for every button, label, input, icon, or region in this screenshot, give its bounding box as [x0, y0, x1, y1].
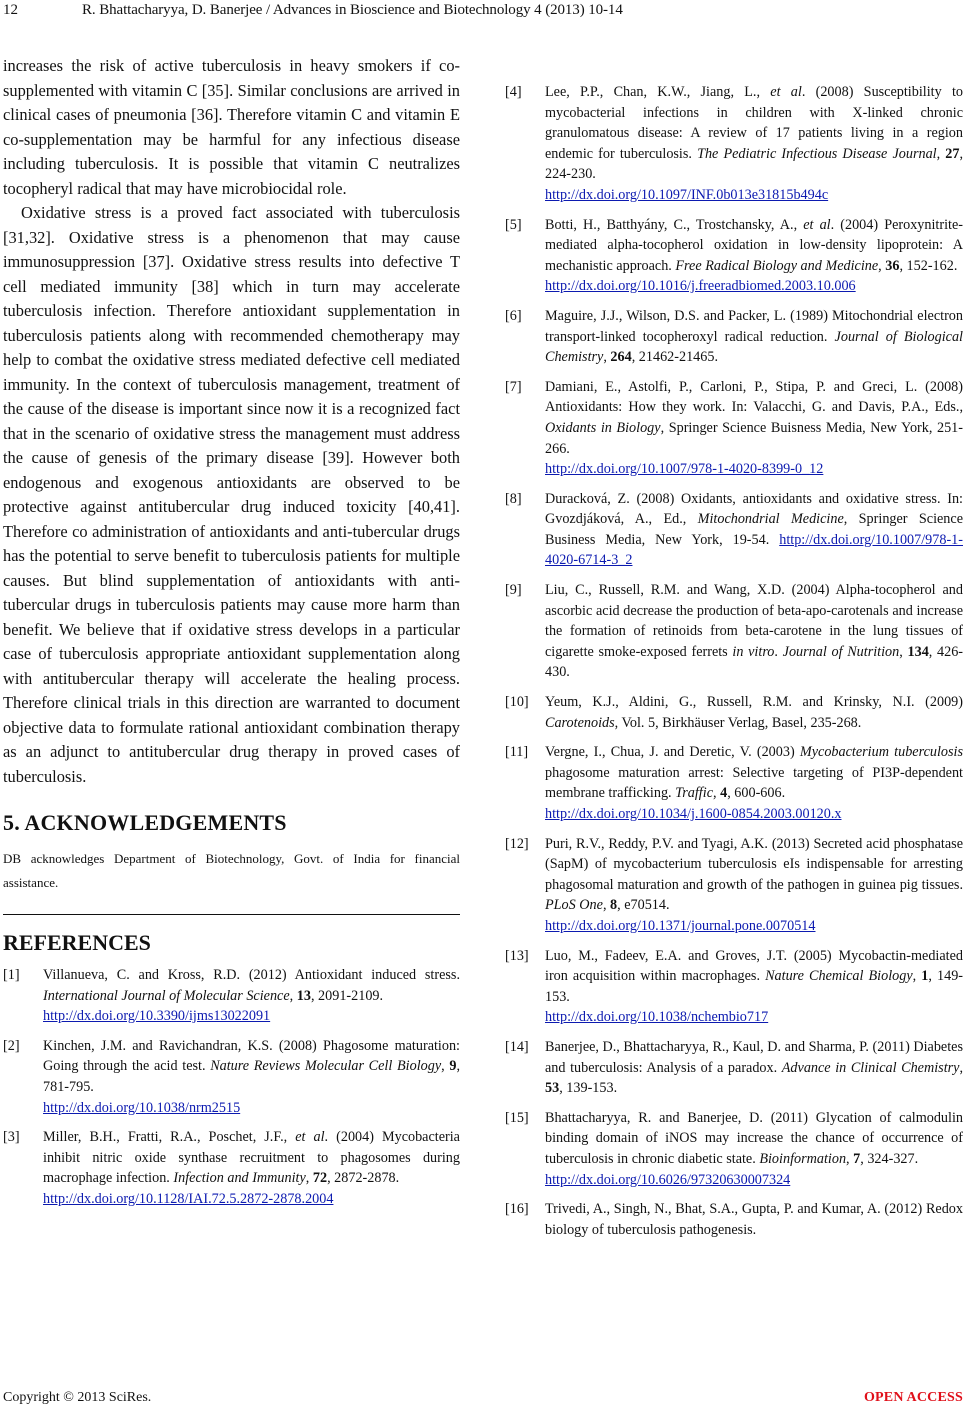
reference-text: Villanueva, C. and Kross, R.D. (2012) Antioxidant induced stress. International Journal of Molecular Science, 13, 2091-2109. http://dx.doi.org/10.3390/ijms13022091 — [43, 967, 460, 1027]
reference-text: Luo, M., Fadeev, E.A. and Groves, J.T. (2005) Mycobactin-mediated iron acquisition within macrophages. Nature Chemical Biology, 1, 149-153. http://dx.doi.org/10.1038/nchembio717 — [545, 948, 963, 1028]
reference-number: [8] — [505, 490, 522, 507]
doi-link[interactable]: http://dx.doi.org/10.1007/978-1-4020-8399-0_12 — [545, 461, 824, 478]
reference-item — [3, 965, 460, 1027]
reference-text: Miller, B.H., Fratti, R.A., Poschet, J.F., et al. (2004) Mycobacteria inhibit nitric oxide synthase recruitment to phagosomes during macrophage infection. Infection and Immunity, 72, 2872-2878. http://dx.doi.org/10.1128/IAI.72.5.2872-2878.2004 — [43, 1129, 460, 1209]
journal-title: Carotenoids — [545, 714, 615, 731]
et-al: et al — [803, 216, 831, 233]
acknowledgements-text: DB acknowledges Department of Biotechnology, Govt. of India for financial assistance. — [3, 851, 460, 890]
reference-item — [505, 834, 963, 937]
reference-number: [5] — [505, 216, 522, 233]
volume-number: 13 — [296, 987, 311, 1004]
doi-link[interactable]: http://dx.doi.org/10.1038/nrm2515 — [43, 1099, 241, 1116]
reference-number: [14] — [505, 1038, 529, 1055]
reference-item — [505, 489, 963, 571]
reference-number: [11] — [505, 744, 529, 761]
journal-title: Journal of Nutrition — [782, 643, 900, 660]
reference-text: Banerjee, D., Bhattacharyya, R., Kaul, D. and Sharma, P. (2011) Diabetes and tuberculosis: Analysis of a paradox. Advance in Clinical Chemistry, 53, 139-153. — [545, 1038, 963, 1097]
body-paragraph: increases the risk of active tuberculosis in heavy smokers if co-supplemented with vitamin C [35]. Similar conclusions are arrived in clinical cases of pneumonia [36]. Therefore vitamin C and vitamin E co-supplementation may be harmful for any infectious disease including tuberculosis. It is possible that vitamin C neutralizes tocopheryl radical that may have microbiocidal role. — [3, 56, 460, 198]
reference-item — [505, 1108, 963, 1190]
reference-item — [3, 1127, 460, 1209]
reference-item — [505, 1037, 963, 1099]
reference-number: [13] — [505, 947, 529, 964]
reference-text: Liu, C., Russell, R.M. and Wang, X.D. (2004) Alpha-tocopherol and ascorbic acid decrease the production of beta-apo-carotenals and increase the formation of retinoids from beta-carotene in the lung tissues of cigarette smoke-exposed ferrets in vitro. Journal of Nutrition, 134, 426-430. — [545, 582, 964, 681]
reference-number: [2] — [3, 1037, 20, 1054]
reference-number: [3] — [3, 1129, 20, 1146]
reference-number: [9] — [505, 582, 522, 599]
reference-text: Kinchen, J.M. and Ravichandran, K.S. (2008) Phagosome maturation: Going through the acid test. Nature Reviews Molecular Cell Biology, 9, 781-795. http://dx.doi.org/10.1038/nrm2515 — [43, 1038, 460, 1118]
page-number: 12 — [3, 2, 18, 18]
open-access-badge: OPEN ACCESS — [863, 1390, 963, 1405]
reference-item — [505, 82, 963, 206]
reference-number: [7] — [505, 378, 522, 395]
doi-link[interactable]: http://dx.doi.org/10.1007/978-1-4020-6714-3_2 — [545, 531, 963, 569]
journal-title: Free Radical Biology and Medicine — [675, 257, 879, 274]
journal-title: Journal of Biological Chemistry — [545, 328, 963, 366]
references-heading: REFERENCES — [3, 930, 151, 955]
volume-number: 134 — [907, 643, 929, 660]
doi-link[interactable]: http://dx.doi.org/10.1016/j.freeradbiomed.2003.10.006 — [545, 278, 856, 295]
body-paragraph: Oxidative stress is a proved fact associated with tuberculosis [31,32]. Oxidative stress is a phenomenon that may cause immunosuppression [37]. Oxidative stress results into defective T cell mediated immunity [38] which in turn may accelerate tuberculosis infection. Therefore antioxidant supplementation in tuberculosis patients along with recommended chemotherapy may help to combat the oxidative stress mediated defective cell mediated immunity. In the context of tuberculosis management, treatment of the cause of the disease is important since now it is a recognized fact that in the scenario of oxidative stress the management must address the cause of genesis of the primary disease [39]. However both endogenous and exogenous antioxidants are observed to be protective against antitubercular drug induced toxicity [40,41]. Therefore co administration of antioxidants and anti-tubercular drugs has the potential to serve benefit to tuberculosis patients for multiple causes. But blind supplementation of antioxidants with anti-tubercular drugs in tuberculosis patients may cause more harm than benefit. We believe that if oxidative stress develops in a particular case of tuberculosis appropriate antioxidant supplementation along with antitubercular therapy will accelerate the healing process. Therefore clinical trials in this direction are warranted to document objective data to formulate rational antioxidant combination therapy as an adjunct to antitubercular drug therapy in proved cases of tuberculosis. — [3, 203, 460, 786]
journal-title: Nature Chemical Biology — [765, 968, 913, 985]
italic-phrase: Mycobacterium tuberculosis — [799, 744, 963, 761]
volume-number: 264 — [610, 349, 632, 366]
reference-list-right — [505, 82, 963, 1240]
reference-text: Botti, H., Batthyány, C., Trostchansky, A., et al. (2004) Peroxynitrite-mediated alpha-tocopherol oxidation in low-density lipoprotein: A mechanistic approach. Free Radical Biology and Medicine, 36, 152-162. http://dx.doi.org/10.1016/j.freeradbiomed.2003.10.006 — [545, 217, 963, 297]
volume-number: 7 — [853, 1150, 861, 1167]
reference-text: Trivedi, A., Singh, N., Bhat, S.A., Gupta, P. and Kumar, A. (2012) Redox biology of tuberculosis pathogenesis. — [545, 1201, 963, 1238]
reference-number: [12] — [505, 835, 529, 852]
reference-item — [505, 377, 963, 480]
doi-link[interactable]: http://dx.doi.org/10.1371/journal.pone.0070514 — [545, 917, 816, 934]
reference-number: [4] — [505, 84, 522, 100]
et-al: et al — [770, 84, 802, 100]
volume-number: 1 — [921, 968, 929, 985]
reference-number: [16] — [505, 1201, 529, 1218]
reference-item — [505, 306, 963, 368]
reference-number: [6] — [505, 307, 522, 324]
reference-list-left — [3, 965, 460, 1210]
journal-title: International Journal of Molecular Science — [43, 987, 290, 1004]
divider — [3, 914, 460, 915]
reference-text: Vergne, I., Chua, J. and Deretic, V. (2003) Mycobacterium tuberculosis phagosome maturation arrest: Selective targeting of PI3P-dependent membrane trafficking. Traffic, 4, 600-606. http://dx.doi.org/10.1034/j.1600-0854.2003.00120.x — [545, 744, 963, 824]
journal-title: Traffic — [675, 785, 713, 802]
italic-phrase: in vitro — [732, 643, 775, 660]
volume-number: 9 — [449, 1058, 457, 1075]
reference-item — [505, 692, 963, 733]
volume-number: 8 — [610, 897, 618, 914]
doi-link[interactable]: http://dx.doi.org/10.6026/97320630007324 — [545, 1171, 791, 1188]
reference-item — [505, 580, 963, 683]
reference-item — [3, 1036, 460, 1118]
volume-number: 27 — [945, 145, 960, 162]
page-header — [0, 0, 967, 22]
reference-item — [505, 1199, 963, 1240]
journal-title: Oxidants in Biology — [545, 419, 661, 436]
reference-text: Lee, P.P., Chan, K.W., Jiang, L., et al. (2008) Susceptibility to mycobacterial infections in children with X-linked chronic granulomatous disease: A review of 17 patients living in a region endemic for tuberculosis. The Pediatric Infectious Disease Journal, 27, 224-230. http://dx.doi.org/10.1097/INF.0b013e31815b494c — [545, 84, 963, 206]
doi-link[interactable]: http://dx.doi.org/10.3390/ijms13022091 — [43, 1008, 271, 1025]
copyright-notice: Copyright © 2013 SciRes. — [3, 1390, 152, 1405]
section-heading-acknowledgements: 5. ACKNOWLEDGEMENTS — [3, 810, 287, 835]
journal-title: The Pediatric Infectious Disease Journal — [697, 145, 937, 162]
et-al: et al — [295, 1129, 325, 1146]
journal-title: Nature Reviews Molecular Cell Biology — [210, 1058, 442, 1075]
doi-link[interactable]: http://dx.doi.org/10.1034/j.1600-0854.2003.00120.x — [545, 806, 842, 822]
reference-text: Yeum, K.J., Aldini, G., Russell, R.M. and Krinsky, N.I. (2009) Carotenoids, Vol. 5, Birkhäuser Verlag, Basel, 235-268. — [545, 694, 963, 731]
journal-title: Bioinformation — [759, 1150, 847, 1167]
journal-title: Infection and Immunity — [173, 1170, 306, 1187]
reference-item — [505, 742, 963, 824]
reference-text: Puri, R.V., Reddy, P.V. and Tyagi, A.K. (2013) Secreted acid phosphatase (SapM) of mycobacterium tuberculosis eIs indispensable for arresting phagosomal maturation and growth of the pathogen in guinea pig tissues. PLoS One, 8, e70514. http://dx.doi.org/10.1371/journal.pone.0070514 — [545, 836, 963, 937]
doi-link[interactable]: http://dx.doi.org/10.1097/INF.0b013e31815b494c — [545, 186, 829, 203]
journal-title: Advance in Clinical Chemistry — [781, 1059, 960, 1076]
volume-number: 53 — [545, 1080, 560, 1097]
reference-text: Duracková, Z. (2008) Oxidants, antioxidants and oxidative stress. In: Gvozdjáková, A., Ed., Mitochondrial Medicine, Springer Science Business Media, New York, 19-54. http://dx.doi.org/10.1007/978-1-4020-6714-3_2 — [545, 490, 963, 569]
reference-item — [505, 215, 963, 297]
volume-number: 72 — [312, 1170, 328, 1187]
reference-number: [10] — [505, 694, 529, 711]
reference-text: Damiani, E., Astolfi, P., Carloni, P., Stipa, P. and Greci, L. (2008) Antioxidants: How they work. In: Valacchi, G. and Davis, P.A., Eds., Oxidants in Biology, Springer Science Buisness Media, New York, 251-266. http://dx.doi.org/10.1007/978-1-4020-8399-0_12 — [545, 379, 963, 480]
reference-number: [15] — [505, 1109, 529, 1126]
page-footer — [0, 1390, 967, 1410]
left-column — [3, 54, 460, 1219]
journal-title: Mitochondrial Medicine — [697, 511, 844, 528]
right-column — [505, 82, 963, 1249]
reference-item — [505, 946, 963, 1028]
reference-number: [1] — [3, 967, 20, 983]
volume-number: 4 — [720, 785, 728, 802]
reference-text: Bhattacharyya, R. and Banerjee, D. (2011) Glycation of calmodulin binding domain of iNOS may increase the chance of occurrence of tuberculosis in chronic diabetic state. Bioinformation, 7, 324-327. http://dx.doi.org/10.6026/97320630007324 — [545, 1110, 963, 1190]
doi-link[interactable]: http://dx.doi.org/10.1038/nchembio717 — [545, 1009, 769, 1026]
doi-link[interactable]: http://dx.doi.org/10.1128/IAI.72.5.2872-2878.2004 — [43, 1190, 334, 1207]
reference-text: Maguire, J.J., Wilson, D.S. and Packer, L. (1989) Mitochondrial electron transport-linked tocopheroxyl radical reduction. Journal of Biological Chemistry, 264, 21462-21465. — [545, 307, 963, 366]
volume-number: 36 — [885, 257, 900, 274]
journal-title: PLoS One — [545, 897, 603, 914]
running-title: R. Bhattacharyya, D. Banerjee / Advances in Bioscience and Biotechnology 4 (2013) 10-14 — [82, 2, 623, 18]
